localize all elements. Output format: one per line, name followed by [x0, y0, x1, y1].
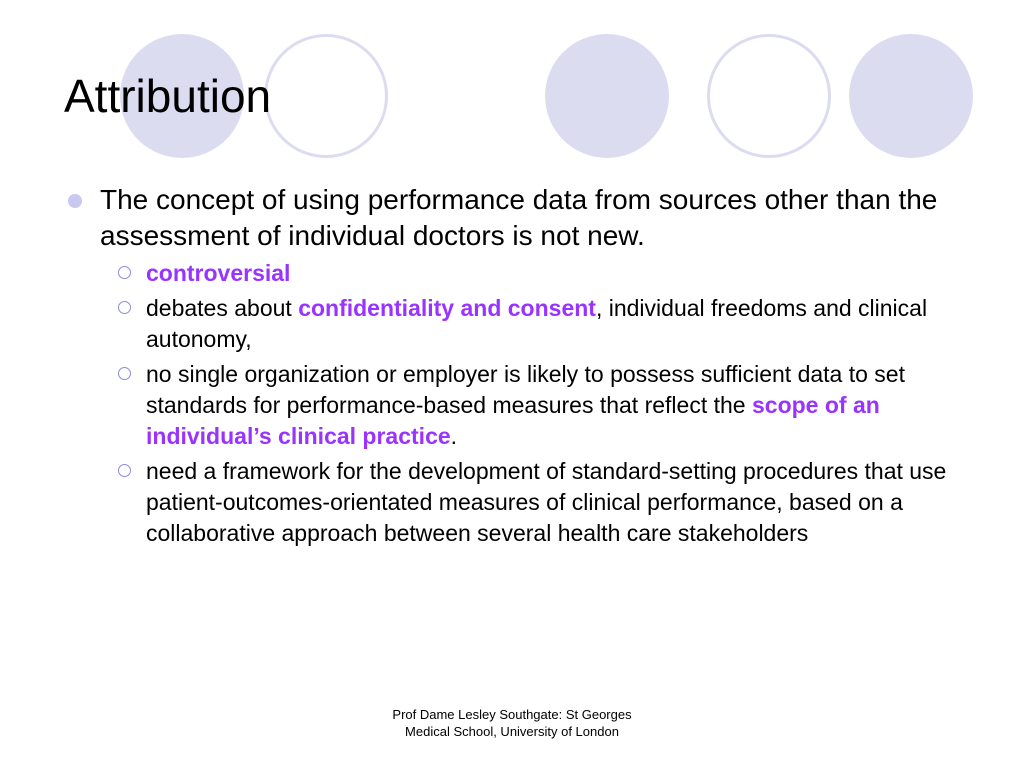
sub-bullet-text: .	[450, 423, 458, 449]
main-bullet-text: The concept of using performance data from sources other than the assessment of individual doctors is not new.	[100, 184, 938, 251]
sub-bullet	[146, 456, 980, 549]
hollow-bullet-icon	[118, 464, 131, 477]
bullet-dot-icon	[68, 194, 82, 208]
highlight-text: controversial	[146, 260, 291, 286]
slide-title: Attribution	[64, 70, 272, 122]
decor-circle-filled	[545, 34, 669, 158]
highlight-text: confidentiality and consent	[298, 295, 596, 321]
footer-line: Medical School, University of London	[405, 724, 619, 739]
sub-bullet-text: debates about	[146, 295, 299, 321]
decor-circle-outline	[707, 34, 831, 158]
sub-bullet-text: need a framework for the development of standard-setting procedures that use patient-outcomes-orientated measures of clinical performance, based on a collaborative approach between several health care stakeholders	[146, 458, 947, 546]
decor-circle-filled	[849, 34, 973, 158]
hollow-bullet-icon	[118, 301, 131, 314]
sub-bullet	[146, 258, 980, 289]
sub-bullet-text: no single organization or employer is likely to possess sufficient data to set standards for performance-based measures that reflect the	[146, 361, 905, 418]
main-bullet	[60, 182, 980, 254]
highlight-text: scope of an individual’s clinical practice	[146, 392, 880, 449]
hollow-bullet-icon	[118, 266, 131, 279]
sub-bullet-list	[60, 258, 980, 549]
sub-bullet-text: , individual freedoms and clinical autonomy,	[146, 295, 928, 352]
sub-bullet	[146, 293, 980, 355]
footer-line: Prof Dame Lesley Southgate: St Georges	[392, 707, 632, 722]
slide-footer	[362, 706, 662, 740]
slide-content	[60, 182, 980, 553]
sub-bullet	[146, 359, 980, 452]
hollow-bullet-icon	[118, 367, 131, 380]
decor-circle-outline	[264, 34, 388, 158]
